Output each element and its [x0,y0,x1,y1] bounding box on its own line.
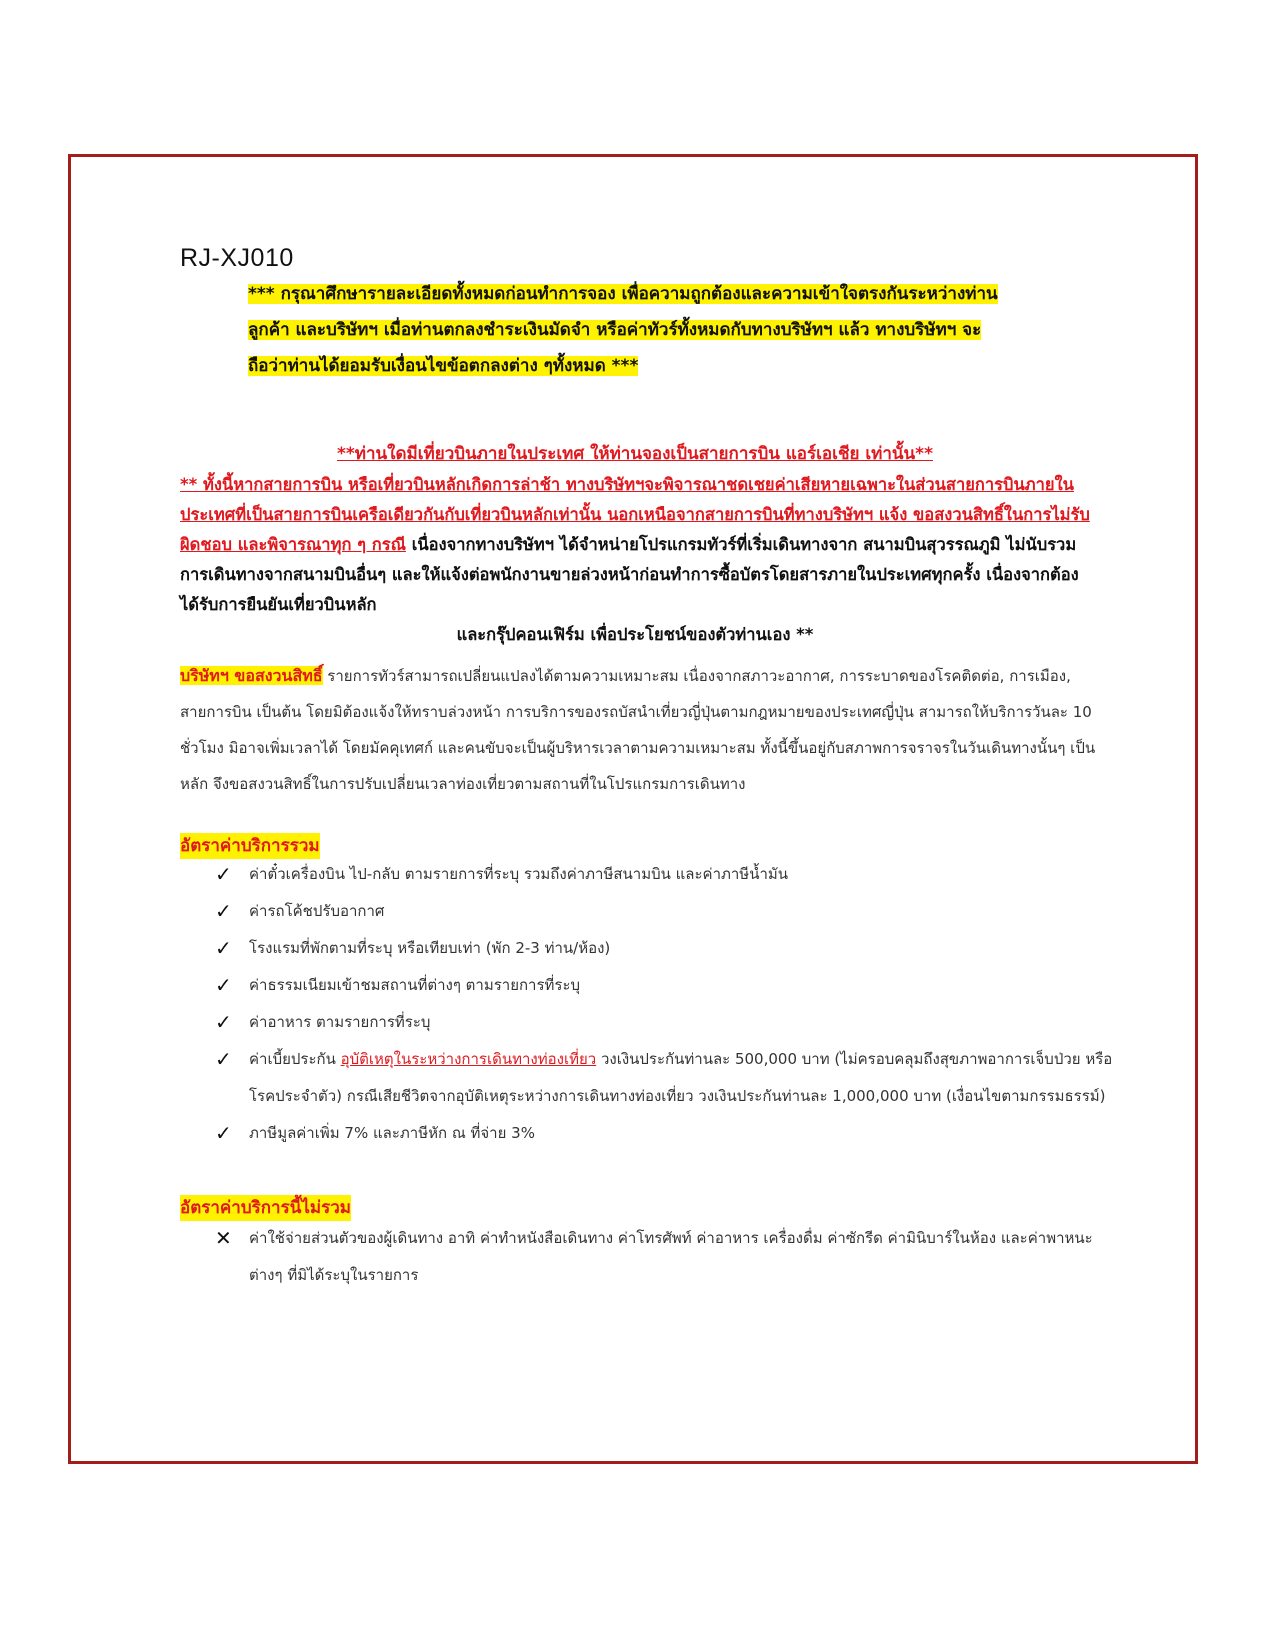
rights-reserved-paragraph [180,658,1100,802]
domestic-flight-note: **ท่านใดมีเที่ยวบินภายในประเทศ ให้ท่านจองเป็นสายการบิน แอร์เอเชีย เท่านั้น** [337,444,933,464]
notice-line-1: *** กรุณาศึกษารายละเอียดทั้งหมดก่อนทำการจอง เพื่อความถูกต้องและความเข้าใจตรงกันระหว่างท่าน [248,284,998,304]
check-icon: ✓ [215,936,232,960]
notice-line-3: ถือว่าท่านได้ยอมรับเงื่อนไขข้อตกลงต่าง ๆทั้งหมด *** [248,356,639,376]
list-item: ✓ ค่าธรรมเนียมเข้าชมสถานที่ต่างๆ ตามรายการที่ระบุ [215,967,1115,1004]
cross-icon: ✕ [215,1226,232,1250]
notice-line-2: ลูกค้า และบริษัทฯ เมื่อท่านตกลงชำระเงินมัดจำ หรือค่าทัวร์ทั้งหมดกับทางบริษัทฯ แล้ว ทางบริษัทฯ จะ [248,320,982,340]
excluded-list [215,1220,1115,1294]
list-item: ✓ ค่าตั๋วเครื่องบิน ไป-กลับ ตามรายการที่ระบุ รวมถึงค่าภาษีสนามบิน และค่าภาษีน้ำมัน [215,856,1115,893]
excluded-heading: อัตราค่าบริการนี้ไม่รวม [180,1195,351,1221]
warning-red-text: ** ทั้งนี้หากสายการบิน หรือเที่ยวบินหลักเกิดการล่าช้า ทางบริษัทฯจะพิจารณาชดเชยค่าเสียหายเฉพาะในส่วนสายการบินภายในประเทศที่เป็นสายการบินเครือเดียวกันกับเที่ยวบินหลักเท่านั้น นอกเหนือจากสายการบินที่ทางบริษัทฯ แจ้ง ขอสงวนสิทธิ์ในการไม่รับผิดชอบ และพิจารณาทุก ๆ กรณี [180,475,1090,554]
insurance-link[interactable]: อุบัติเหตุในระหว่างการเดินทางท่องเที่ยว [340,1050,597,1068]
tour-code: RJ-XJ010 [180,244,294,272]
check-icon: ✓ [215,1047,232,1071]
rights-text: รายการทัวร์สามารถเปลี่ยนแปลงได้ตามความเหมาะสม เนื่องจากสภาวะอากาศ, การระบาดของโรคติดต่อ, การเมือง, สายการบิน เป็นต้น โดยมิต้องแจ้งให้ทราบล่วงหน้า การบริการของรถบัสนำเที่ยวญี่ปุ่นตามกฎหมายของประเทศญี่ปุ่น สามารถให้บริการวันละ 10 ชั่วโมง มิอาจเพิ่มเวลาได้ โดยมัคคุเทศก์ และคนขับจะเป็นผู้บริหารเวลาตามความเหมาะสม ทั้งนี้ขึ้นอยู่กับสภาพการจราจรในวันเดินทางนั้นๆ เป็นหลัก จึงขอสงวนสิทธิ์ในการปรับเปลี่ยนเวลาท่องเที่ยวตามสถานที่ในโปรแกรมการเดินทาง [180,667,1096,793]
check-icon: ✓ [215,1010,232,1034]
check-icon: ✓ [215,973,232,997]
list-item: ✓ ภาษีมูลค่าเพิ่ม 7% และภาษีหัก ณ ที่จ่าย 3% [215,1115,1115,1152]
included-list [215,856,1115,1152]
booking-notice [248,276,1088,384]
warning-last-line: และกรุ๊ปคอนเฟิร์ม เพื่อประโยชน์ของตัวท่านเอง ** [456,625,814,644]
list-item: ✓ ค่าเบี้ยประกัน อุบัติเหตุในระหว่างการเดินทางท่องเที่ยว วงเงินประกันท่านละ 500,000 บาท (ไม่ครอบคลุมถึงสุขภาพอาการเจ็บป่วย หรือโรคประจำตัว) กรณีเสียชีวิตจากอุบัติเหตุระหว่างการเดินทางท่องเที่ยว วงเงินประกันท่านละ 1,000,000 บาท (เงื่อนไขตามกรรมธรรม์) [215,1041,1115,1115]
check-icon: ✓ [215,1121,232,1145]
included-heading: อัตราค่าบริการรวม [180,833,320,859]
check-icon: ✓ [215,899,232,923]
list-item: ✓ ค่ารถโค้ชปรับอากาศ [215,893,1115,930]
flight-delay-warning [180,470,1090,650]
warning-black-text: เนื่องจากทางบริษัทฯ ได้จำหน่ายโปรแกรมทัวร์ที่เริ่มเดินทางจาก สนามบินสุวรรณภูมิ ไม่นับรวมการเดินทางจากสนามบินอื่นๆ และให้แจ้งต่อพนักงานขายล่วงหน้าก่อนทำการซื้อบัตรโดยสารภายในประเทศทุกครั้ง เนื่องจากต้องได้รับการยืนยันเที่ยวบินหลัก [180,535,1079,614]
list-item: ✕ ค่าใช้จ่ายส่วนตัวของผู้เดินทาง อาทิ ค่าทำหนังสือเดินทาง ค่าโทรศัพท์ ค่าอาหาร เครื่องดื่ม ค่าซักรีด ค่ามินิบาร์ในห้อง และค่าพาหนะต่างๆ ที่มิได้ระบุในรายการ [215,1220,1115,1294]
check-icon: ✓ [215,862,232,886]
list-item: ✓ ค่าอาหาร ตามรายการที่ระบุ [215,1004,1115,1041]
rights-tag: บริษัทฯ ขอสงวนสิทธิ์ [180,666,323,685]
list-item: ✓ โรงแรมที่พักตามที่ระบุ หรือเทียบเท่า (พัก 2-3 ท่าน/ห้อง) [215,930,1115,967]
